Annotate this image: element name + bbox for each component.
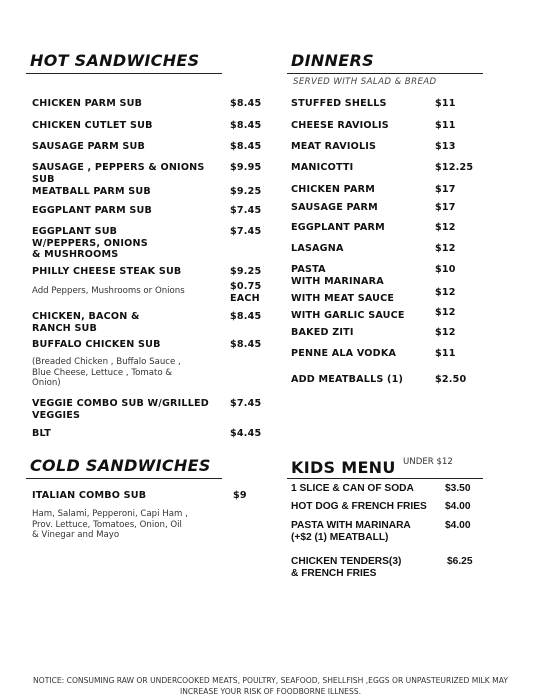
dinner-item-name: LASAGNA	[291, 243, 344, 254]
kids-item-price: $6.25	[447, 556, 473, 567]
dinner-item-price: $2.50	[435, 374, 467, 385]
dinners-title: DINNERS	[291, 51, 374, 70]
cold-sandwiches-rule	[26, 478, 222, 479]
dinner-item-price: $11	[435, 348, 456, 359]
hot-item-price: $8.45	[230, 98, 262, 109]
cold-item-price: $9	[233, 490, 247, 501]
dinner-item-name: MEAT RAVIOLIS	[291, 141, 377, 152]
hot-sandwiches-title: HOT SANDWICHES	[30, 51, 200, 70]
dinners-subtitle: SERVED WITH SALAD & BREAD	[293, 77, 437, 87]
kids-item-name: CHICKEN TENDERS(3) & FRENCH FRIES	[291, 556, 402, 579]
dinner-item-price: $12	[435, 307, 456, 318]
dinner-item-name: WITH MEAT SAUCE	[291, 293, 395, 304]
kids-item-price: $4.00	[445, 501, 471, 512]
dinner-item-price: $12	[435, 287, 456, 298]
kids-item-name: PASTA WITH MARINARA (+$2 (1) MEATBALL)	[291, 520, 411, 543]
hot-item-price: $9.95	[230, 162, 262, 173]
dinner-item-name: BAKED ZITI	[291, 327, 354, 338]
dinners-rule	[287, 73, 483, 74]
hot-sandwiches-rule	[26, 73, 222, 74]
hot-item-name: EGGPLANT PARM SUB	[32, 205, 153, 216]
dinner-item-name: PENNE ALA VODKA	[291, 348, 397, 359]
hot-item-name: EGGPLANT SUB W/PEPPERS, ONIONS & MUSHROOMS	[32, 226, 148, 260]
philly-addon-text: Add Peppers, Mushrooms or Onions	[32, 286, 185, 296]
dinner-item-price: $12	[435, 222, 456, 233]
philly-addon-price: $0.75 EACH	[230, 281, 262, 304]
dinner-item-price: $13	[435, 141, 456, 152]
dinner-item-name: SAUSAGE PARM	[291, 202, 378, 213]
buffalo-description: (Breaded Chicken , Buffalo Sauce , Blue Cheese, Lettuce , Tomato & Onion)	[32, 357, 181, 389]
dinner-item-name: WITH GARLIC SAUCE	[291, 310, 405, 321]
kids-item-price: $4.00	[445, 520, 471, 531]
dinner-item-price: $11	[435, 120, 456, 131]
dinner-item-name: MANICOTTI	[291, 162, 354, 173]
foodborne-illness-notice: NOTICE: CONSUMING RAW OR UNDERCOOKED MEATS, POULTRY, SEAFOOD, SHELLFISH ,EGGS OR UNPASTEURIZED MILK MAY INCREASE YOUR RISK OF FOODBORNE ILLNESS.	[33, 676, 508, 696]
hot-item-price: $8.45	[230, 339, 262, 350]
dinner-item-name: STUFFED SHELLS	[291, 98, 387, 109]
hot-item-price: $7.45	[230, 205, 262, 216]
kids-item-name: HOT DOG & FRENCH FRIES	[291, 501, 427, 512]
dinner-item-price: $11	[435, 98, 456, 109]
hot-item-price: $7.45	[230, 398, 262, 409]
dinner-item-price: $12	[435, 243, 456, 254]
hot-item-name: SAUSAGE PARM SUB	[32, 141, 145, 152]
hot-item-price: $8.45	[230, 141, 262, 152]
hot-item-price: $9.25	[230, 266, 262, 277]
cold-item-name: ITALIAN COMBO SUB	[32, 490, 147, 501]
hot-item-name: CHICKEN CUTLET SUB	[32, 120, 153, 131]
kids-item-price: $3.50	[445, 483, 471, 494]
hot-item-name: SAUSAGE , PEPPERS & ONIONS SUB	[32, 162, 205, 185]
dinner-item-price: $10	[435, 264, 456, 275]
hot-item-price: $9.25	[230, 186, 262, 197]
dinner-item-price: $12.25	[435, 162, 474, 173]
hot-item-name: CHICKEN, BACON & RANCH SUB	[32, 311, 140, 334]
hot-item-name: PHILLY CHEESE STEAK SUB	[32, 266, 182, 277]
dinner-item-name: EGGPLANT PARM	[291, 222, 385, 233]
kids-menu-rule	[287, 478, 483, 479]
hot-item-price: $7.45	[230, 226, 262, 237]
hot-item-price: $4.45	[230, 428, 262, 439]
hot-item-name: BUFFALO CHICKEN SUB	[32, 339, 161, 350]
dinner-item-name: CHEESE RAVIOLIS	[291, 120, 389, 131]
hot-item-name: BLT	[32, 428, 51, 439]
hot-item-price: $8.45	[230, 311, 262, 322]
kids-menu-title: KIDS MENU	[291, 458, 396, 477]
hot-item-name: MEATBALL PARM SUB	[32, 186, 151, 197]
dinner-item-name: PASTA WITH MARINARA	[291, 264, 384, 287]
dinner-item-price: $17	[435, 184, 456, 195]
kids-item-name: 1 SLICE & CAN OF SODA	[291, 483, 414, 494]
hot-item-name: VEGGIE COMBO SUB W/GRILLED VEGGIES	[32, 398, 209, 421]
cold-sandwiches-title: COLD SANDWICHES	[30, 456, 211, 475]
dinner-item-price: $17	[435, 202, 456, 213]
hot-item-name: CHICKEN PARM SUB	[32, 98, 143, 109]
dinner-item-price: $12	[435, 327, 456, 338]
combo-description: Ham, Salami, Pepperoni, Capi Ham , Prov. Lettuce, Tomatoes, Onion, Oil & Vinegar and Mayo	[32, 509, 188, 541]
dinner-item-name: CHICKEN PARM	[291, 184, 375, 195]
hot-item-price: $8.45	[230, 120, 262, 131]
dinner-item-name: ADD MEATBALLS (1)	[291, 374, 404, 385]
kids-menu-note: UNDER $12	[403, 457, 453, 467]
